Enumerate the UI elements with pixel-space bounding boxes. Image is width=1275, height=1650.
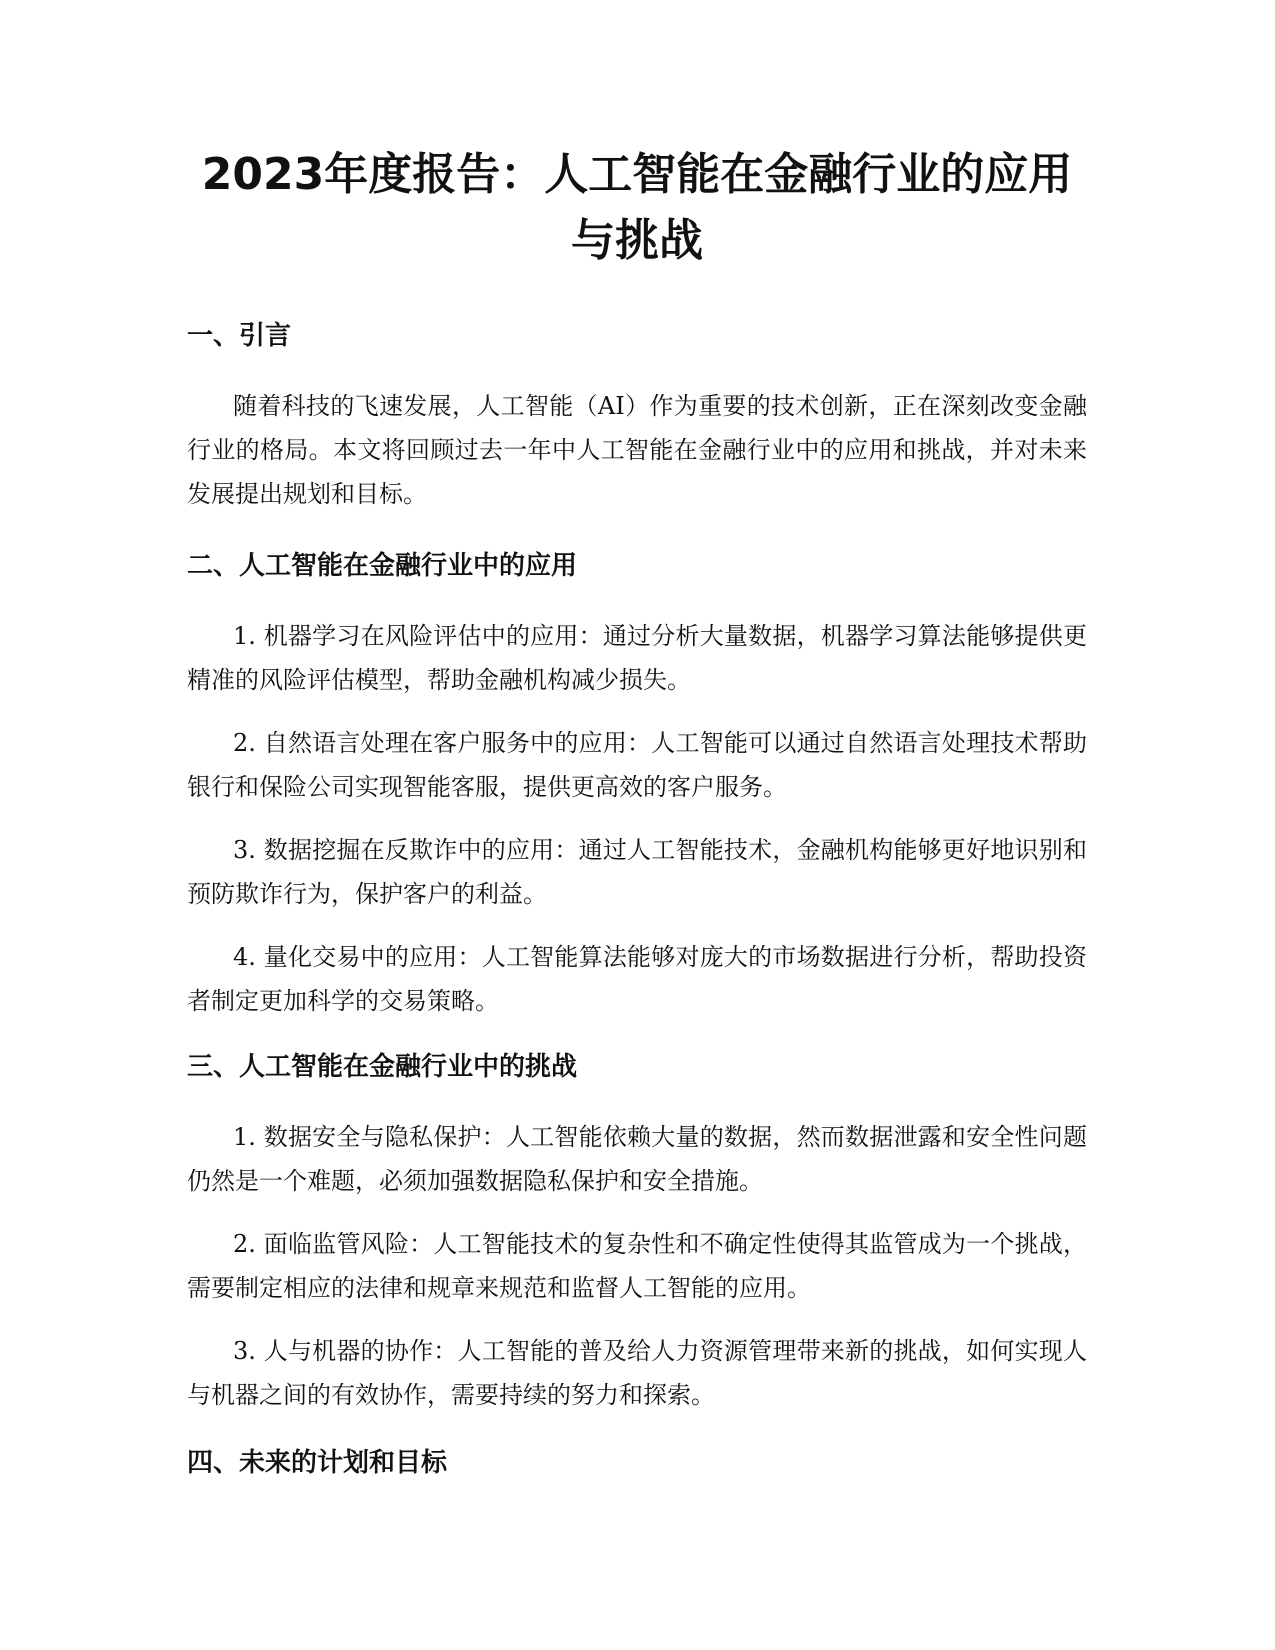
- paragraph-challenge-2: 2. 面临监管风险：人工智能技术的复杂性和不确定性使得其监管成为一个挑战，需要制定相应的法律和规章来规范和监督人工智能的应用。: [187, 1230, 1087, 1302]
- section-heading-introduction: 一、引言: [187, 321, 292, 351]
- document-page: [187, 0, 1087, 1483]
- paragraph-introduction: 随着科技的飞速发展，人工智能（AI）作为重要的技术创新，正在深刻改变金融行业的格局。本文将回顾过去一年中人工智能在金融行业中的应用和挑战，并对未来发展提出规划和目标。: [187, 392, 1087, 508]
- paragraph-challenge-3: 3. 人与机器的协作：人工智能的普及给人力资源管理带来新的挑战，如何实现人与机器之间的有效协作，需要持续的努力和探索。: [187, 1337, 1087, 1409]
- paragraph-challenge-1: 1. 数据安全与隐私保护：人工智能依赖大量的数据，然而数据泄露和安全性问题仍然是一个难题，必须加强数据隐私保护和安全措施。: [187, 1123, 1087, 1195]
- section-heading-future-plans: 四、未来的计划和目标: [187, 1448, 448, 1478]
- section-heading-challenges: 三、人工智能在金融行业中的挑战: [187, 1052, 578, 1082]
- paragraph-application-2: 2. 自然语言处理在客户服务中的应用：人工智能可以通过自然语言处理技术帮助银行和保险公司实现智能客服，提供更高效的客户服务。: [187, 729, 1087, 801]
- document-title: 2023年度报告：人工智能在金融行业的应用与挑战: [201, 149, 1073, 266]
- paragraph-application-4: 4. 量化交易中的应用：人工智能算法能够对庞大的市场数据进行分析，帮助投资者制定更加科学的交易策略。: [187, 943, 1087, 1015]
- paragraph-application-3: 3. 数据挖掘在反欺诈中的应用：通过人工智能技术，金融机构能够更好地识别和预防欺诈行为，保护客户的利益。: [187, 836, 1087, 908]
- paragraph-application-1: 1. 机器学习在风险评估中的应用：通过分析大量数据，机器学习算法能够提供更精准的风险评估模型，帮助金融机构减少损失。: [187, 622, 1087, 694]
- section-heading-applications: 二、人工智能在金融行业中的应用: [187, 551, 578, 581]
